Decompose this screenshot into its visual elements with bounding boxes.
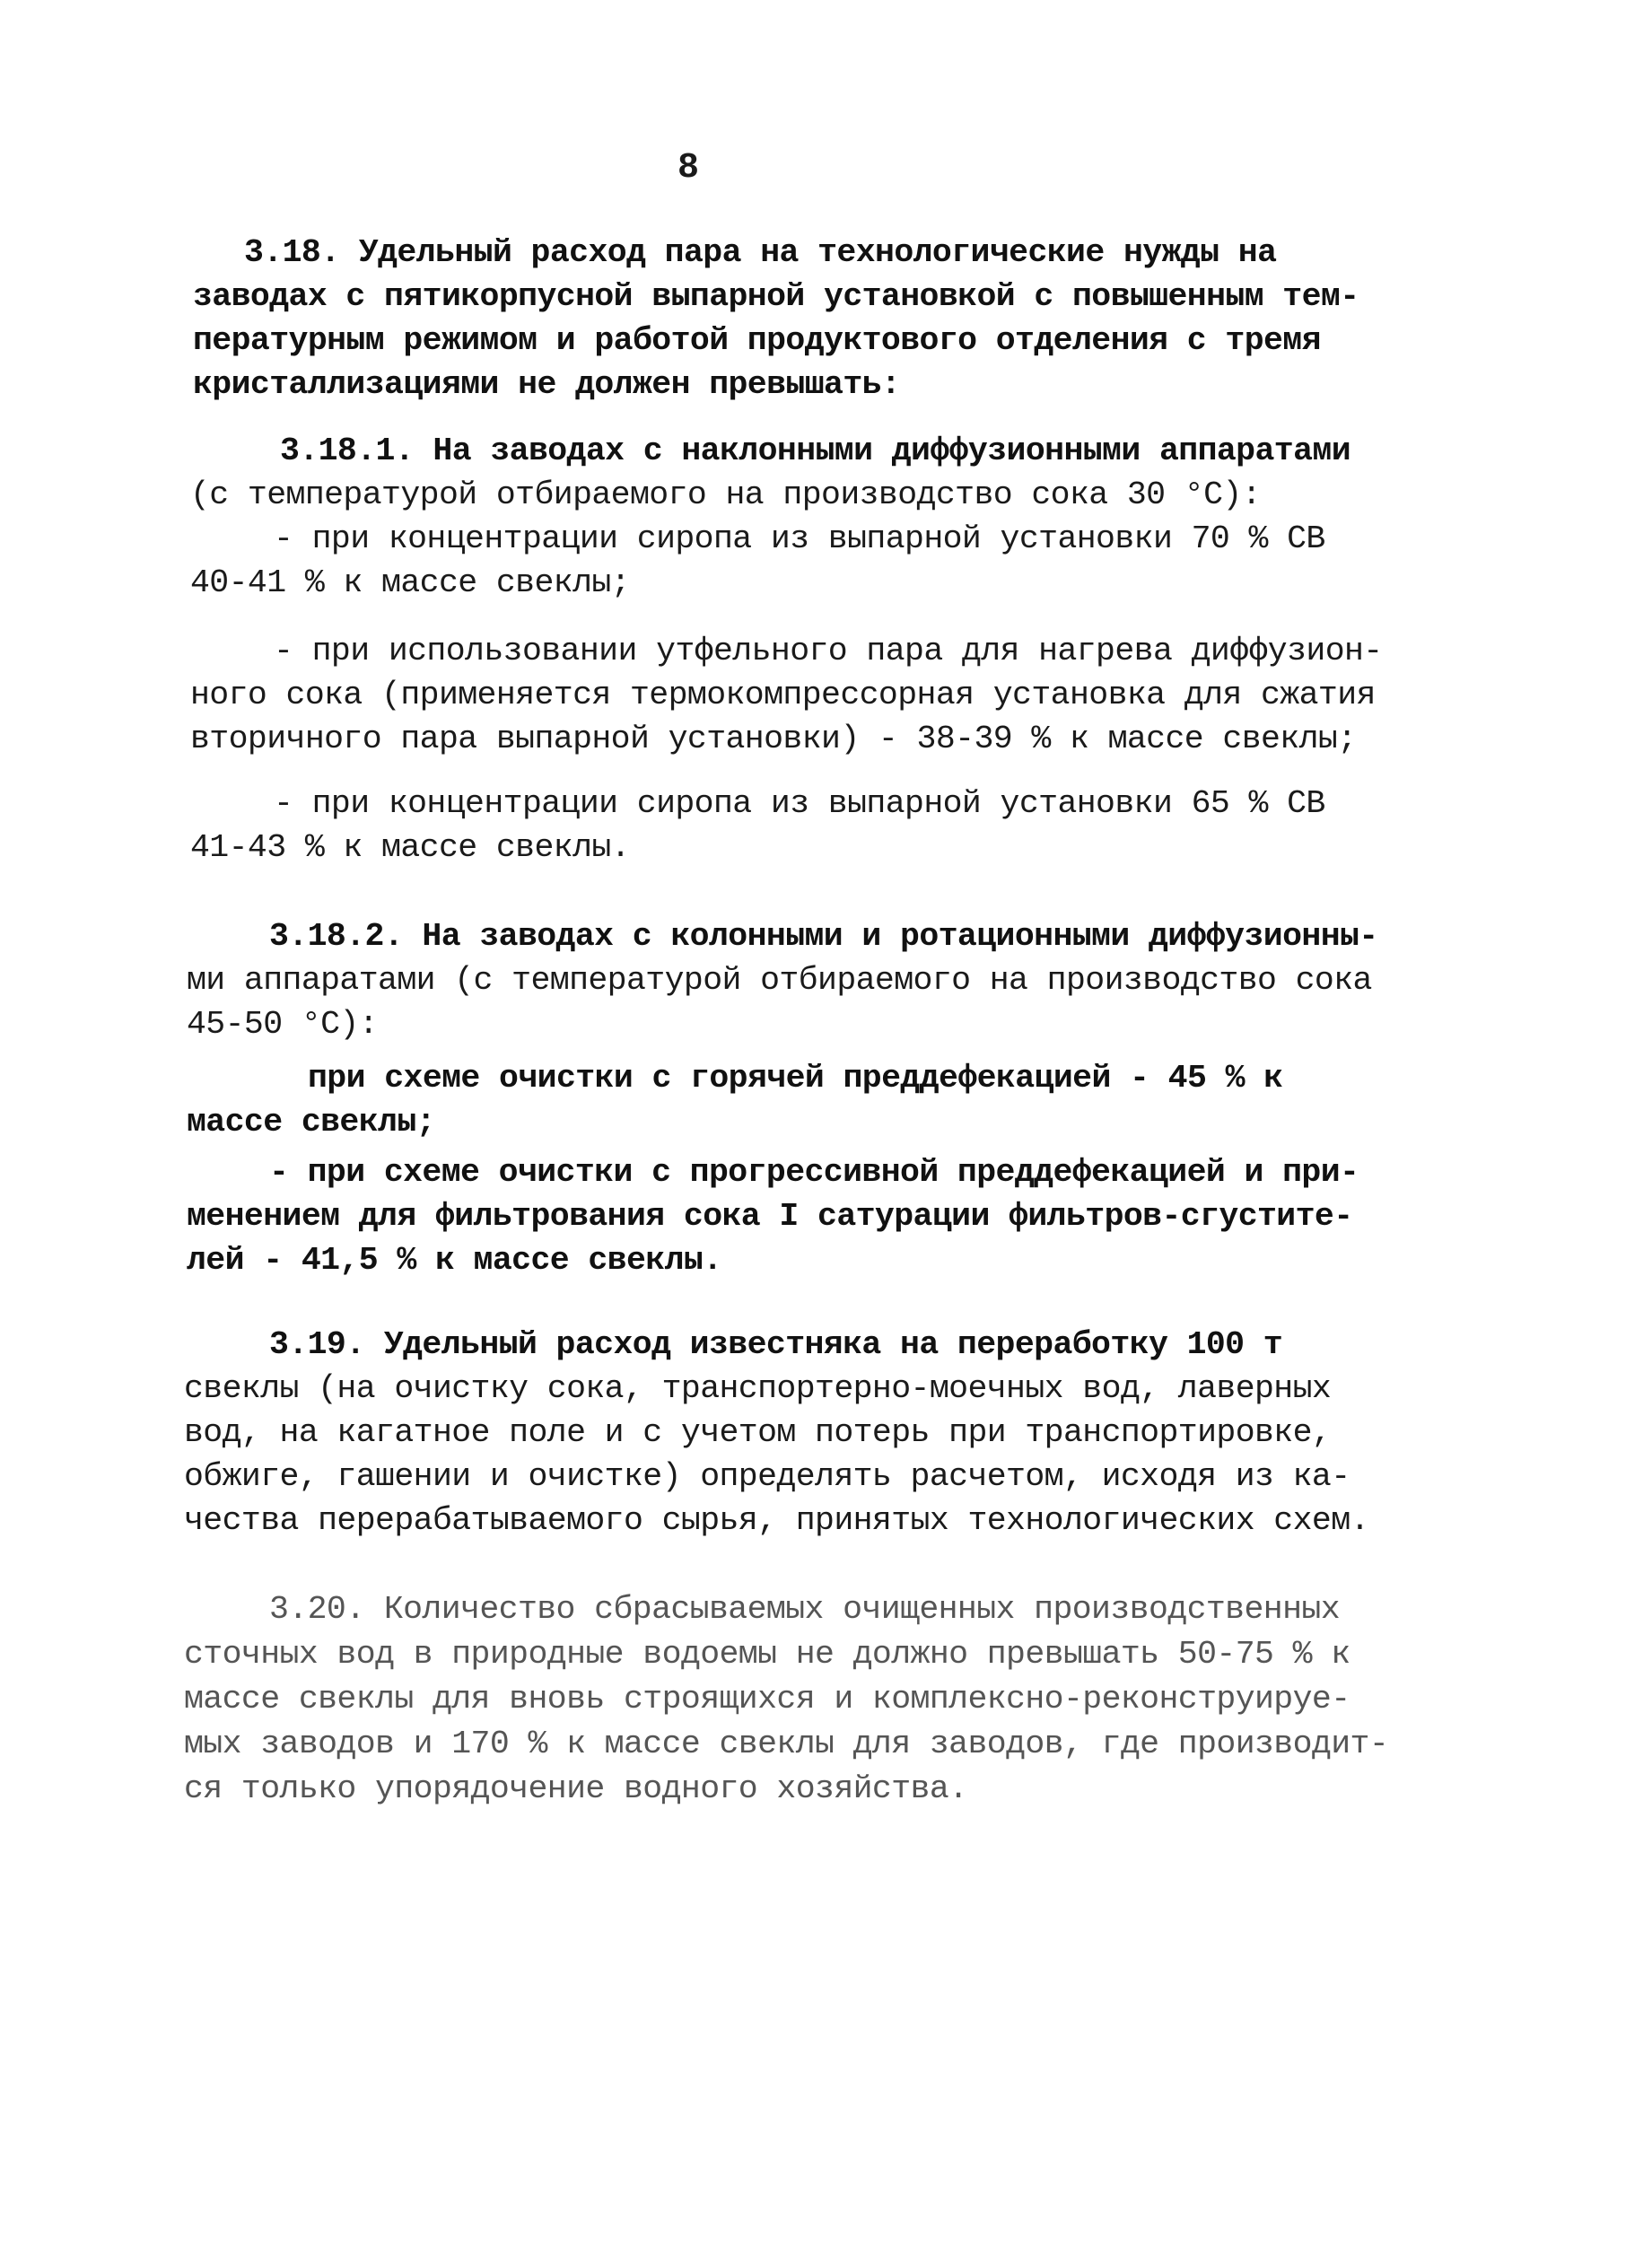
text-line: свеклы (на очистку сока, транспортерно-моечных вод, лаверных: [184, 1370, 1332, 1407]
text-line: 45-50 °С):: [187, 1006, 379, 1043]
text-line: 41-43 % к массе свеклы.: [190, 829, 630, 866]
text-line: - при концентрации сиропа из выпарной установки 70 % СВ: [274, 520, 1325, 557]
text-line: лей - 41,5 % к массе свеклы.: [187, 1242, 722, 1279]
text-line: кристаллизациями не должен превышать:: [193, 366, 901, 403]
text-line: заводах с пятикорпусной выпарной установкой с повышенным тем-: [193, 278, 1359, 315]
text-line: - при использовании утфельного пара для нагрева диффузион-: [274, 633, 1383, 669]
text-line: менением для фильтрования сока I сатурации фильтров-сгустите-: [187, 1198, 1353, 1235]
text-line: - при концентрации сиропа из выпарной установки 65 % СВ: [274, 785, 1325, 822]
text-line: 3.20. Количество сбрасываемых очищенных производственных: [269, 1591, 1341, 1628]
text-line: ми аппаратами (с температурой отбираемого на производство сока: [187, 962, 1372, 999]
text-line: чества перерабатываемого сырья, принятых технологических схем.: [184, 1502, 1369, 1539]
text-line: сточных вод в природные водоемы не должно превышать 50-75 % к: [184, 1636, 1350, 1673]
text-line: массе свеклы для вновь строящихся и комплексно-реконструируе-: [184, 1681, 1350, 1717]
text-line: мых заводов и 170 % к массе свеклы для заводов, где производит-: [184, 1726, 1389, 1762]
text-line: 40-41 % к массе свеклы;: [190, 564, 630, 601]
text-line: 3.18.2. На заводах с колонными и ротационными диффузионны-: [269, 918, 1378, 955]
text-line: вторичного пара выпарной установки) - 38-39 % к массе свеклы;: [190, 721, 1357, 757]
text-line: 3.19. Удельный расход известняка на переработку 100 т: [269, 1326, 1283, 1363]
text-line: вод, на кагатное поле и с учетом потерь при транспортировке,: [184, 1414, 1332, 1451]
text-line: массе свеклы;: [187, 1104, 435, 1140]
text-line: пературным режимом и работой продуктового отделения с тремя: [193, 322, 1321, 359]
text-line: обжиге, гашении и очистке) определять расчетом, исходя из ка-: [184, 1458, 1350, 1495]
text-line: (с температурой отбираемого на производство сока 30 °С):: [190, 476, 1262, 513]
text-line: 3.18.1. На заводах с наклонными диффузионными аппаратами: [280, 433, 1351, 469]
page-number: 8: [677, 148, 701, 188]
text-line: ся только упорядочение водного хозяйства.: [184, 1770, 968, 1807]
text-line: ного сока (применяется термокомпрессорная установка для сжатия: [190, 677, 1376, 713]
text-line: - при схеме очистки с прогрессивной преддефекацией и при-: [269, 1154, 1359, 1191]
text-line: при схеме очистки с горячей преддефекацией - 45 % к: [308, 1060, 1283, 1097]
text-line: 3.18. Удельный расход пара на технологические нужды на: [244, 234, 1277, 271]
